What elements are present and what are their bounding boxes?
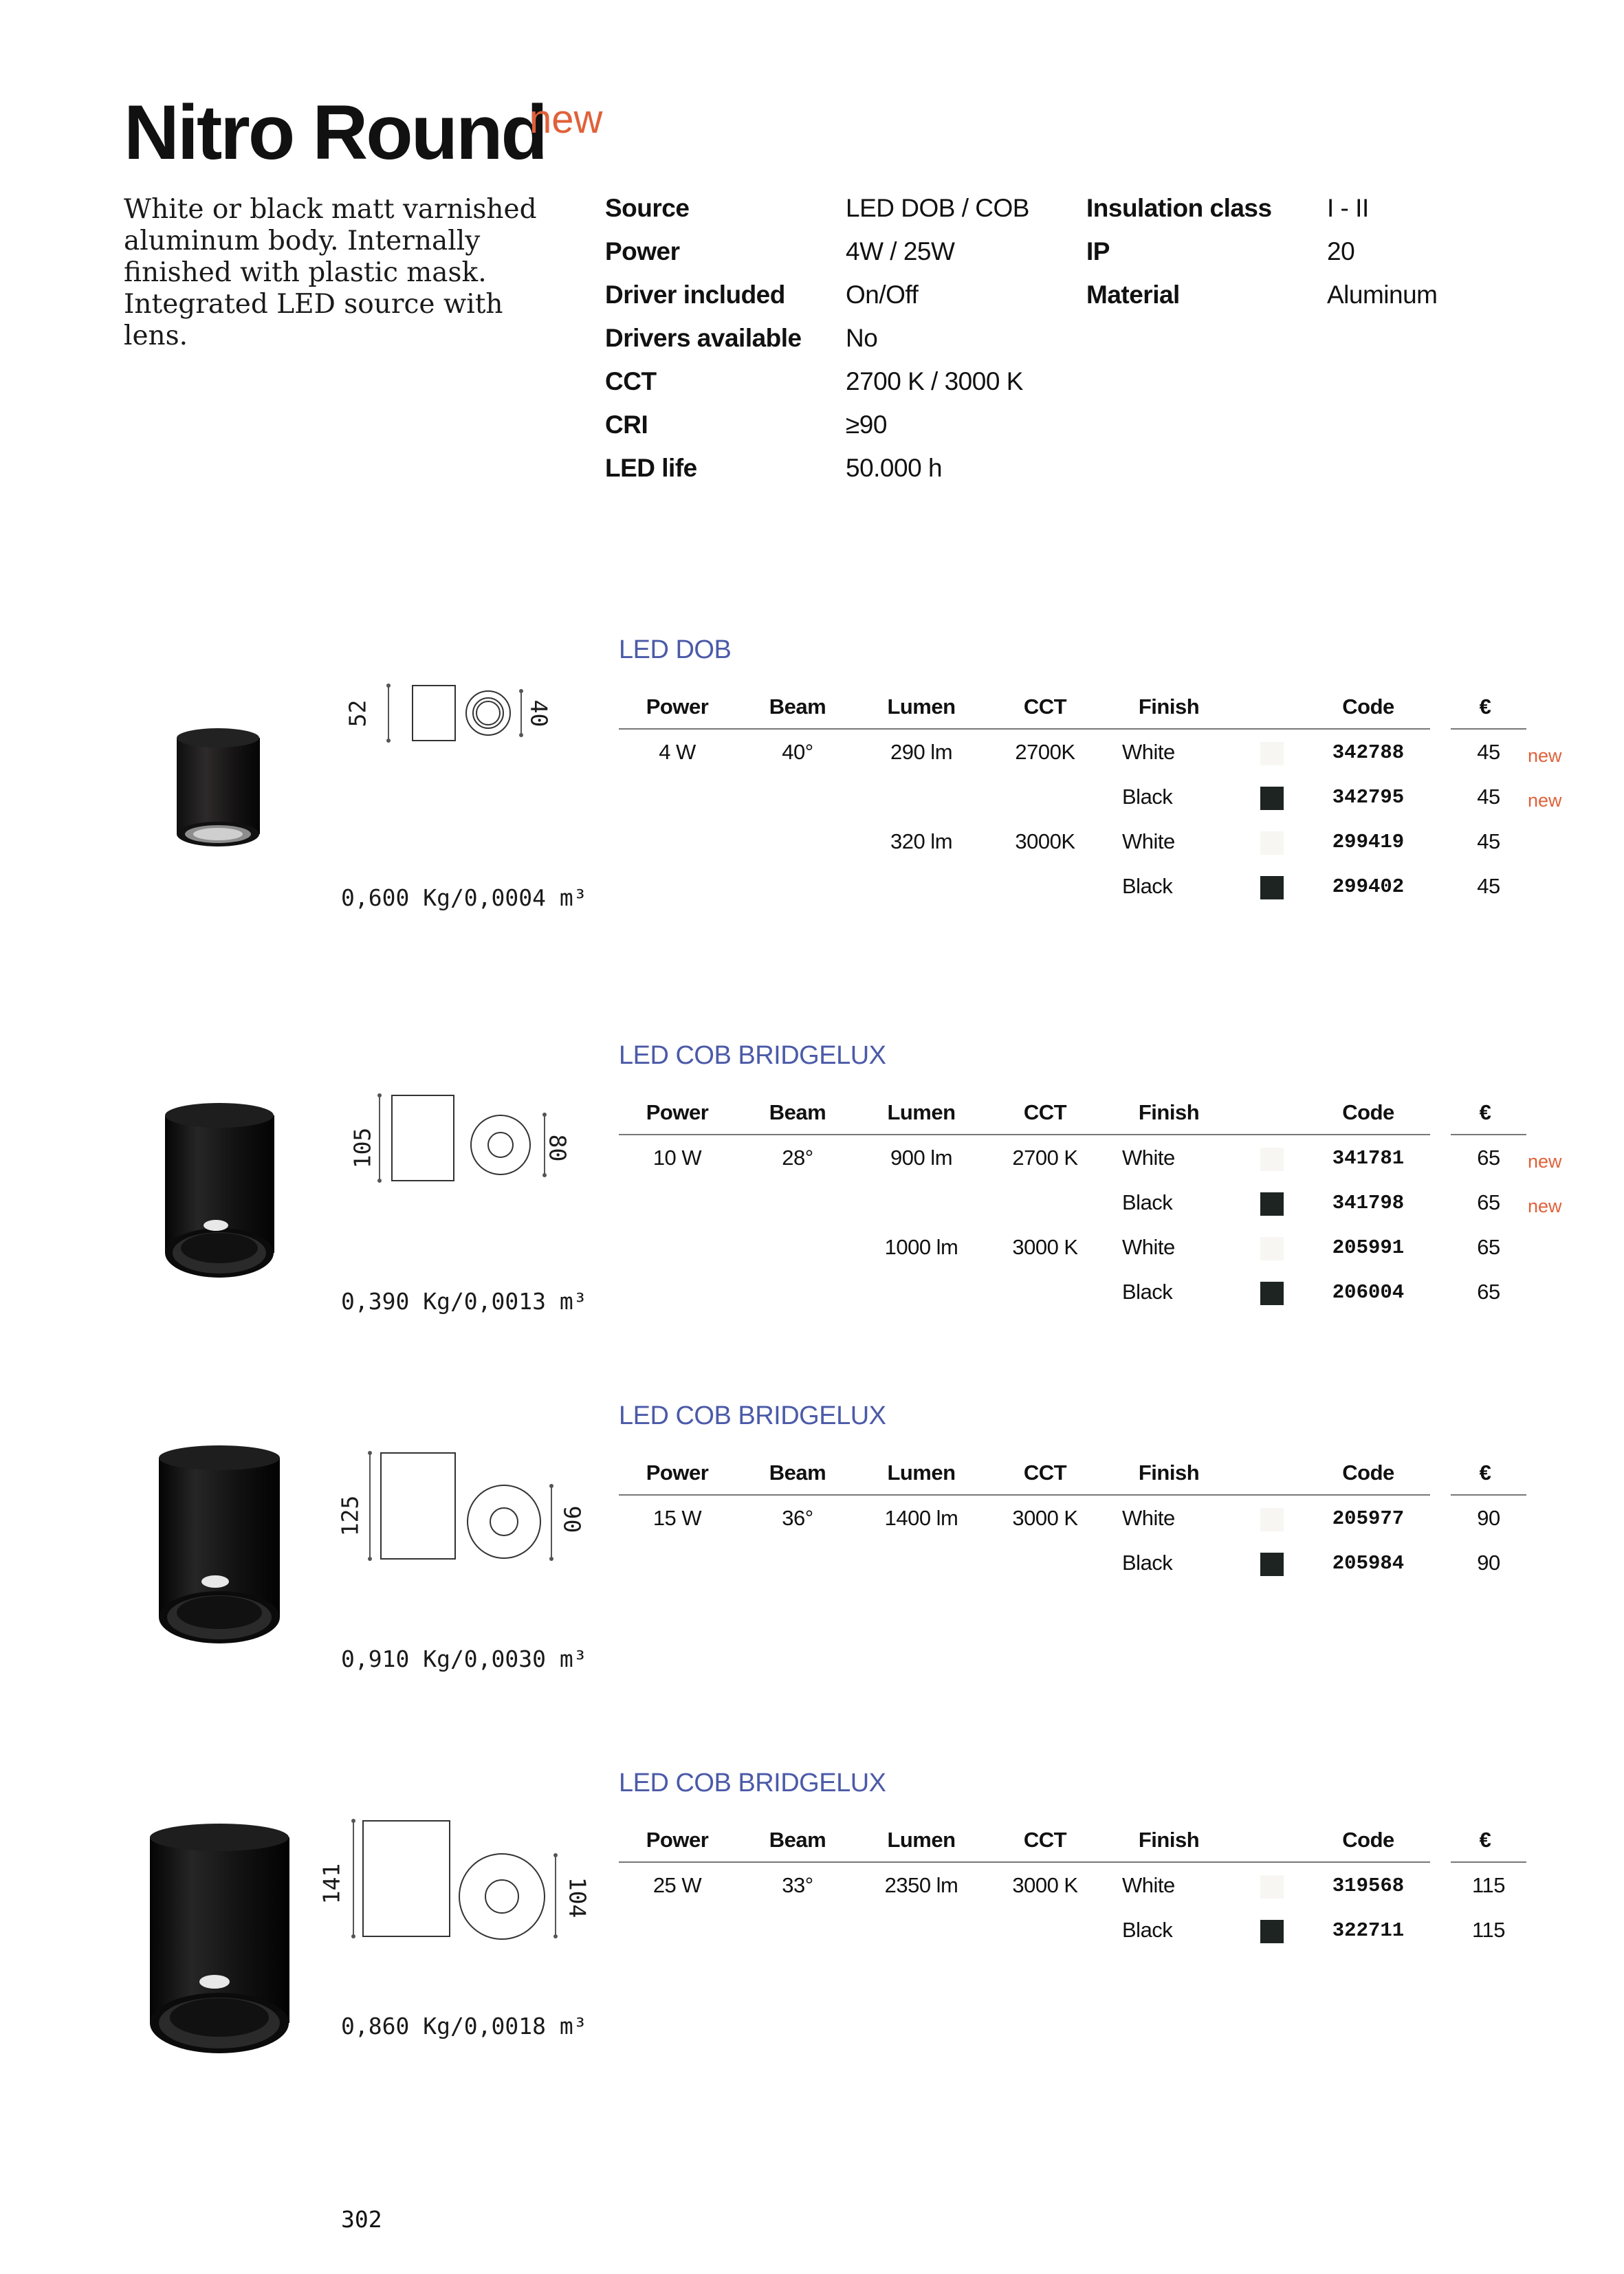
diameter-dimension: 104 [564,1877,591,1918]
dimension-drawing [358,1447,578,1564]
table-rule [619,728,1430,730]
col-power: Power [646,1100,709,1124]
spec-label: Insulation class [1086,194,1272,222]
spec-label: LED life [605,454,697,482]
col-finish: Finish [1138,1100,1200,1124]
col-power: Power [646,1461,709,1485]
spec-label: Driver included [605,281,785,309]
cell-finish: Black [1122,785,1173,809]
cell-cct: 3000 K [1012,1235,1078,1259]
product-image [146,1822,294,2059]
product-description: White or black matt varnished aluminum body. Internally finished with plastic mask. Integrated LED source with lens. [124,194,537,351]
finish-swatch-white [1260,1148,1284,1171]
cell-price: 90 [1477,1506,1500,1530]
cell-price: 115 [1472,1873,1505,1897]
cell-beam: 33° [782,1873,813,1897]
cell-cct: 3000K [1015,829,1075,853]
cell-cct: 3000 K [1012,1506,1078,1530]
col-cct: CCT [1023,1100,1067,1124]
col-cct: CCT [1023,1828,1067,1852]
spec-value: I - II [1327,194,1369,222]
cell-finish: Black [1122,1280,1173,1304]
cell-price: 45 [1477,785,1500,809]
section-title: LED COB BRIDGELUX [619,1041,886,1070]
cell-cct: 2700K [1015,740,1075,764]
cell-price: 115 [1472,1918,1505,1942]
col-beam: Beam [769,1100,826,1124]
col-beam: Beam [769,695,826,719]
spec-label: Material [1086,281,1180,309]
cell-power: 4 W [659,740,696,764]
cell-price: 65 [1477,1146,1500,1170]
section-title: LED DOB [619,635,732,664]
col-lumen: Lumen [887,1828,956,1852]
weight-volume: 0,390 Kg/0,0013 m³ [341,1288,587,1315]
weight-volume: 0,600 Kg/0,0004 m³ [341,884,587,911]
cell-finish: Black [1122,1551,1173,1575]
col-code: Code [1342,695,1394,719]
height-dimension: 125 [336,1495,364,1537]
spec-value: 50.000 h [846,454,943,482]
cell-cct: 2700 K [1012,1146,1078,1170]
cell-power: 15 W [652,1506,702,1530]
spec-value: 4W / 25W [846,237,955,265]
cell-lumen: 1000 lm [884,1235,958,1259]
col-price: € [1479,1461,1491,1485]
cell-code: 299402 [1332,875,1405,898]
table-rule [1451,1861,1526,1863]
table-rule [1451,728,1526,730]
product-image [160,1100,280,1286]
weight-volume: 0,860 Kg/0,0018 m³ [341,2013,587,2040]
cell-lumen: 290 lm [890,740,953,764]
cell-beam: 36° [782,1506,813,1530]
spec-label: CRI [605,411,648,439]
cell-finish: White [1122,1873,1175,1897]
cell-price: 45 [1477,829,1500,853]
col-lumen: Lumen [887,1100,956,1124]
diameter-dimension: 90 [558,1505,586,1533]
cell-code: 319568 [1332,1874,1405,1897]
finish-swatch-white [1260,1508,1284,1531]
cell-code: 342795 [1332,786,1405,809]
cell-code: 341798 [1332,1192,1405,1214]
new-tag: new [1528,790,1562,811]
new-tag: new [1528,745,1562,766]
finish-swatch-black [1260,876,1284,899]
diameter-dimension: 40 [525,699,553,728]
col-finish: Finish [1138,1828,1200,1852]
cell-price: 65 [1477,1190,1500,1214]
cell-finish: White [1122,1506,1175,1530]
new-badge: new [529,97,603,142]
table-rule [619,1134,1430,1135]
cell-code: 299419 [1332,831,1405,853]
spec-value: No [846,324,878,352]
section-title: LED COB BRIDGELUX [619,1401,886,1430]
cell-price: 45 [1477,740,1500,764]
cell-code: 341781 [1332,1147,1405,1170]
spec-label: IP [1086,237,1110,265]
col-code: Code [1342,1461,1394,1485]
cell-code: 322711 [1332,1919,1405,1942]
col-code: Code [1342,1100,1394,1124]
finish-swatch-black [1260,1282,1284,1305]
col-finish: Finish [1138,1461,1200,1485]
col-cct: CCT [1023,1461,1067,1485]
weight-volume: 0,910 Kg/0,0030 m³ [341,1646,587,1672]
spec-label: Drivers available [605,324,802,352]
col-lumen: Lumen [887,695,956,719]
cell-lumen: 2350 lm [884,1873,958,1897]
new-tag: new [1528,1151,1562,1172]
col-cct: CCT [1023,695,1067,719]
finish-swatch-black [1260,1192,1284,1216]
finish-swatch-white [1260,1237,1284,1260]
spec-value: Aluminum [1327,281,1438,309]
col-lumen: Lumen [887,1461,956,1485]
finish-swatch-white [1260,1875,1284,1899]
height-dimension: 52 [344,699,371,728]
height-dimension: 141 [318,1863,345,1905]
finish-swatch-white [1260,831,1284,855]
finish-swatch-white [1260,742,1284,765]
cell-lumen: 1400 lm [884,1506,958,1530]
page-number: 302 [341,2206,382,2233]
col-power: Power [646,1828,709,1852]
spec-label: Source [605,194,690,222]
col-price: € [1479,695,1491,719]
table-rule [619,1861,1430,1863]
col-code: Code [1342,1828,1394,1852]
col-beam: Beam [769,1461,826,1485]
cell-finish: Black [1122,1190,1173,1214]
cell-beam: 28° [782,1146,813,1170]
product-image [155,1444,285,1650]
col-price: € [1479,1100,1491,1124]
finish-swatch-black [1260,787,1284,810]
spec-value: LED DOB / COB [846,194,1029,222]
spec-value: On/Off [846,281,919,309]
diameter-dimension: 80 [544,1134,571,1162]
table-rule [1451,1134,1526,1135]
cell-finish: Black [1122,1918,1173,1942]
col-power: Power [646,695,709,719]
cell-price: 65 [1477,1235,1500,1259]
table-rule [1451,1494,1526,1496]
finish-swatch-black [1260,1553,1284,1576]
cell-finish: White [1122,829,1175,853]
spec-label: Power [605,237,680,265]
table-rule [619,1494,1430,1496]
cell-finish: White [1122,1235,1175,1259]
product-image [168,725,268,853]
cell-finish: White [1122,1146,1175,1170]
cell-beam: 40° [782,740,813,764]
cell-finish: White [1122,740,1175,764]
new-tag: new [1528,1196,1562,1216]
cell-cct: 3000 K [1012,1873,1078,1897]
section-title: LED COB BRIDGELUX [619,1769,886,1797]
height-dimension: 105 [349,1127,376,1169]
col-beam: Beam [769,1828,826,1852]
cell-code: 206004 [1332,1281,1405,1304]
cell-lumen: 320 lm [890,829,953,853]
spec-value: 2700 K / 3000 K [846,367,1023,395]
cell-code: 205991 [1332,1236,1405,1259]
finish-swatch-black [1260,1920,1284,1943]
page-title: Nitro Round [124,89,546,175]
cell-lumen: 900 lm [890,1146,953,1170]
cell-code: 342788 [1332,741,1405,764]
spec-value: 20 [1327,237,1355,265]
cell-price: 45 [1477,874,1500,898]
spec-value: ≥90 [846,411,887,439]
cell-code: 205984 [1332,1552,1405,1575]
cell-power: 10 W [652,1146,702,1170]
cell-price: 90 [1477,1551,1500,1575]
cell-price: 65 [1477,1280,1500,1304]
spec-label: CCT [605,367,657,395]
col-finish: Finish [1138,695,1200,719]
cell-finish: Black [1122,874,1173,898]
cell-power: 25 W [652,1873,702,1897]
col-price: € [1479,1828,1491,1852]
cell-code: 205977 [1332,1507,1405,1530]
